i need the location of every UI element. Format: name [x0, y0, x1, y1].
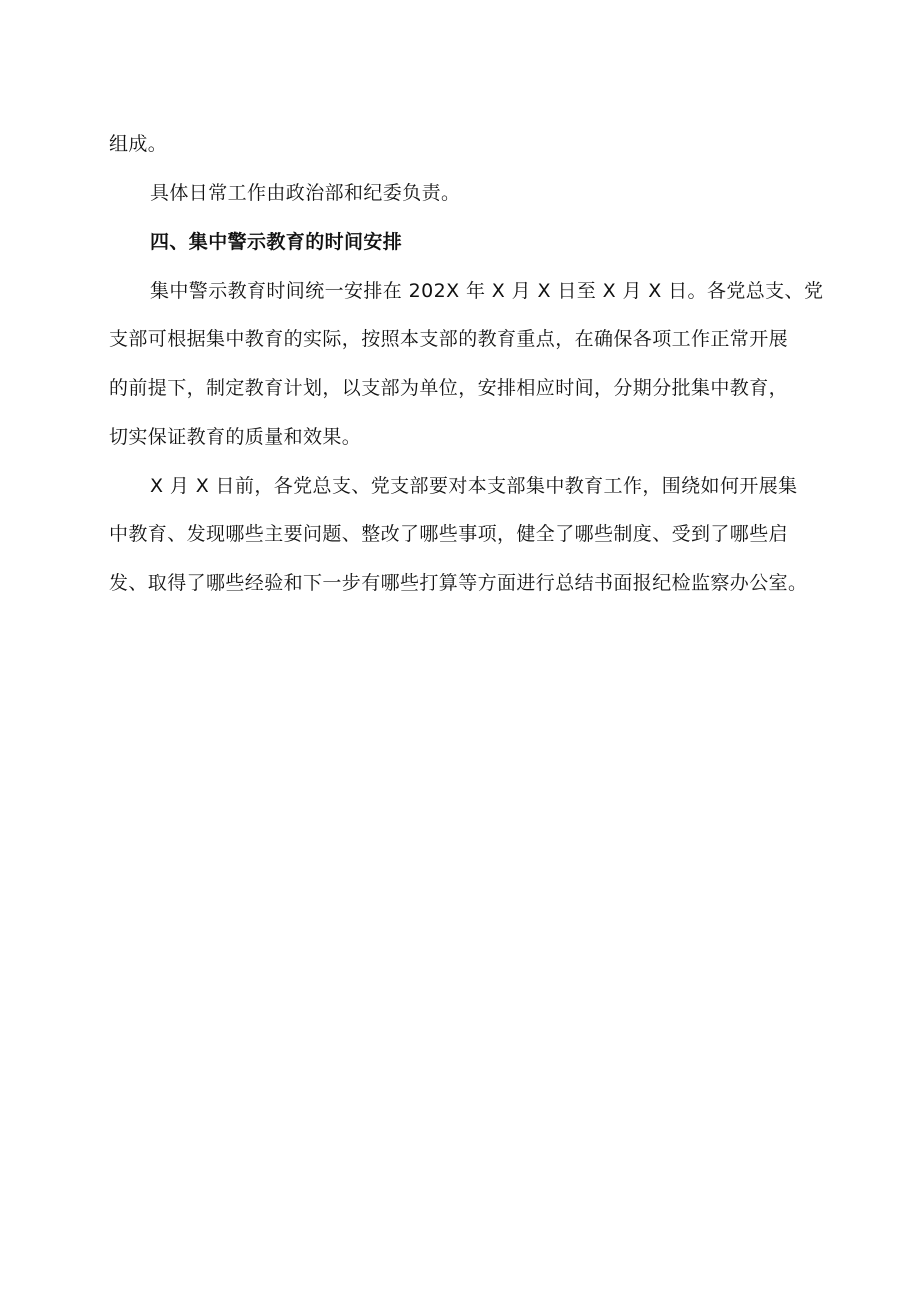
- paragraph-line: 支部可根据集中教育的实际，按照本支部的教育重点，在确保各项工作正常开展: [109, 328, 789, 350]
- paragraph-line: 的前提下，制定教育计划，以支部为单位，安排相应时间，分期分批集中教育，: [109, 377, 789, 399]
- paragraph-line: 切实保证教育的质量和效果。: [109, 426, 362, 448]
- paragraph-line: 发、取得了哪些经验和下一步有哪些打算等方面进行总结书面报纪检监察办公室。: [109, 572, 808, 594]
- section-heading: 四、集中警示教育的时间安排: [150, 231, 403, 253]
- paragraph-line: 集中警示教育时间统一安排在 202X 年 X 月 X 日至 X 月 X 日。各党总支、党: [150, 280, 824, 302]
- paragraph-line: 组成。: [109, 133, 168, 155]
- paragraph-line: 中教育、发现哪些主要问题、整改了哪些事项，健全了哪些制度、受到了哪些启: [109, 523, 789, 545]
- paragraph-line: 具体日常工作由政治部和纪委负责。: [150, 182, 461, 204]
- paragraph-line: X 月 X 日前，各党总支、党支部要对本支部集中教育工作，围绕如何开展集: [150, 475, 798, 497]
